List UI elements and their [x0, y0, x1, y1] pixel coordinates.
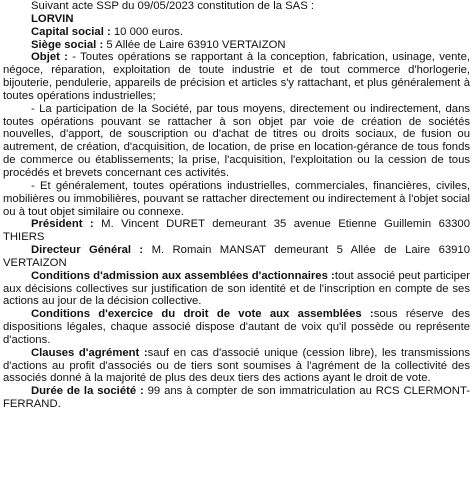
company-name-line [3, 13, 470, 26]
president-label: Président : [31, 218, 94, 231]
vote-paragraph [3, 308, 470, 347]
objet-paragraph-3: - Et généralement, toutes opérations industrielles, commerciales, financières, civiles, mobilières ou immobilières, pouvant se rattacher directement ou indirectement à l'objet social ou à tout objet similaire ou connexe. [3, 179, 470, 218]
siege-line [3, 39, 470, 52]
capital-value: 10 000 euros. [110, 25, 183, 38]
directeur-line [3, 244, 470, 270]
agrement-label: Clauses d'agrément : [31, 346, 148, 359]
siege-value: 5 Allée de Laire 63910 VERTAIZON [103, 38, 286, 51]
vote-value: sous réserve des dispositions légales, chaque associé dispose d'autant de voix qu'il possède ou représente d'actions. [3, 308, 471, 346]
objet-text-1: - Toutes opérations se rapportant à la conception, fabrication, usinage, vente, négoce, réparation, exploitation de toute industrie et de tout commerce d'horlogerie, bijouterie, pendulerie, appareils de précision et articles s'y rattachant, et plus généralement à toutes opérations industrielles; [3, 51, 470, 102]
vote-label: Conditions d'exercice du droit de vote aux assemblées : [31, 308, 374, 321]
duree-paragraph [3, 385, 470, 411]
objet-label: Objet : [31, 51, 68, 64]
capital-label: Capital social : [31, 25, 111, 38]
president-line [3, 218, 470, 244]
duree-value: 99 ans à compter de son immatriculation au RCS CLERMONT-FERRAND. [3, 385, 470, 411]
admission-label: Conditions d'admission aux assemblées d'actionnaires : [31, 269, 335, 282]
objet-paragraph-2: - La participation de la Société, par tous moyens, directement ou indirectement, dans toutes opérations pouvant se rattacher à son objet par voie de création de sociétés nouvelles, d'apport, de souscription ou d'achat de titres ou droits sociaux, de fusion ou autrement, de création, d'acquisition, de location, de prise en location-gérance de tous fonds de commerce ou établissements; la prise, l'acquisition, l'exploitation ou la cession de tous procédés et brevets concernant ces activités. [3, 102, 470, 179]
duree-label: Durée de la société : [31, 385, 144, 398]
directeur-value: M. Romain MANSAT demeurant 5 Allée de Laire 63910 VERTAIZON [3, 244, 470, 269]
admission-value: tout associé peut participer aux décisions collectives sur justification de son identité et de l'inscription en compte de ses actions au jour de la décision collective. [3, 269, 470, 308]
company-name: LORVIN [31, 12, 74, 25]
notice-intro: Suivant acte SSP du 09/05/2023 constitution de la SAS : [31, 0, 315, 12]
agrement-paragraph [3, 347, 470, 386]
siege-label: Siège social : [31, 38, 104, 51]
admission-paragraph [3, 270, 470, 309]
capital-line [3, 26, 470, 39]
agrement-value: sauf en cas d'associé unique (cession libre), les transmissions d'actions au profit d'associés ou de tiers sont soumises à l'agrément de la collectivité des associés donné à la majorité de plus des deux tiers des actions ayant le droit de vote. [3, 346, 470, 385]
directeur-label: Directeur Général : [31, 244, 144, 257]
president-value: M. Vincent DURET demeurant 35 avenue Etienne Guillemin 63300 THIERS [3, 218, 470, 244]
objet-paragraph-1 [3, 51, 470, 102]
